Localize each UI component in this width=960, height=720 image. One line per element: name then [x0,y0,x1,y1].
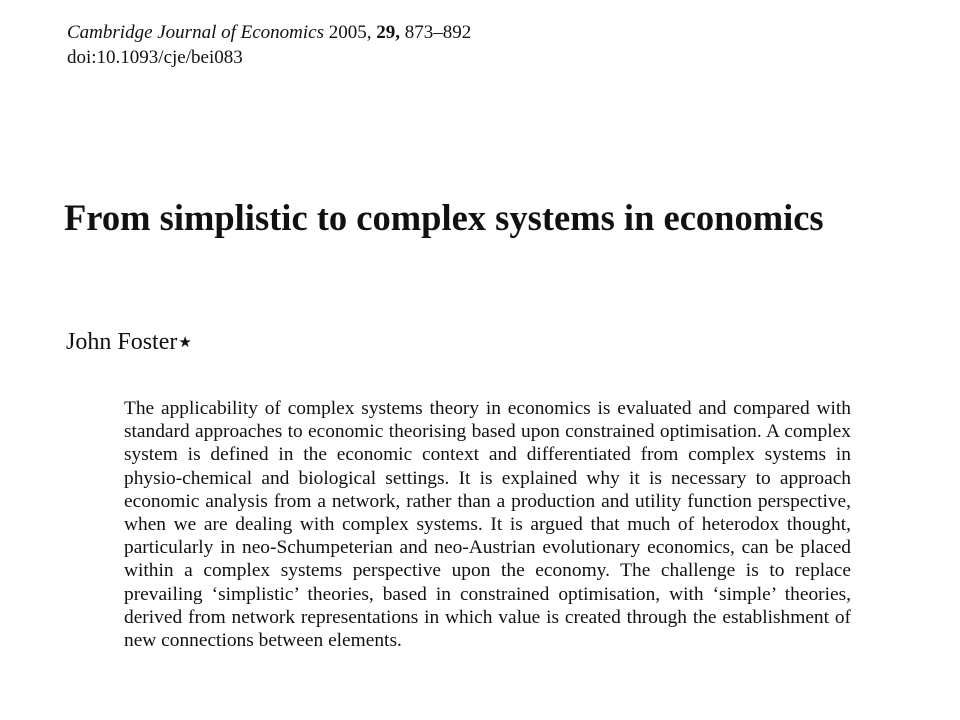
journal-header [67,20,767,70]
author-line [66,327,192,357]
journal-name: Cambridge Journal of Economics [67,22,325,43]
author-name: John Foster [66,329,178,355]
abstract-text: The applicability of complex systems theory in economics is evaluated and compared with standard approaches to economic theorising based upon constrained optimisation. A complex system is defined in the economic context and differentiated from complex systems in physio-chemical and biological settings. It is explained why it is necessary to approach economic analysis from a network, rather than a production and utility function perspective, when we are dealing with complex systems. It is argued that much of heterodox thought, particularly in neo-Schumpeterian and neo-Austrian evolutionary economics, can be placed within a complex systems perspective upon the economy. The challenge is to replace prevailing ‘simplistic’ theories, based in constrained optimisation, with ‘simple’ theories, derived from network representations in which value is created through the establishment of new connections between elements. [124,398,851,652]
doi-line: doi:10.1093/cje/bei083 [67,47,243,68]
journal-pages: 873–892 [404,22,472,43]
paper-title: From simplistic to complex systems in economics [64,197,824,238]
author-footnote-mark: ★ [178,335,192,351]
journal-year: 2005, [328,22,372,43]
citation-line [67,20,767,45]
journal-volume: 29, [376,22,401,43]
